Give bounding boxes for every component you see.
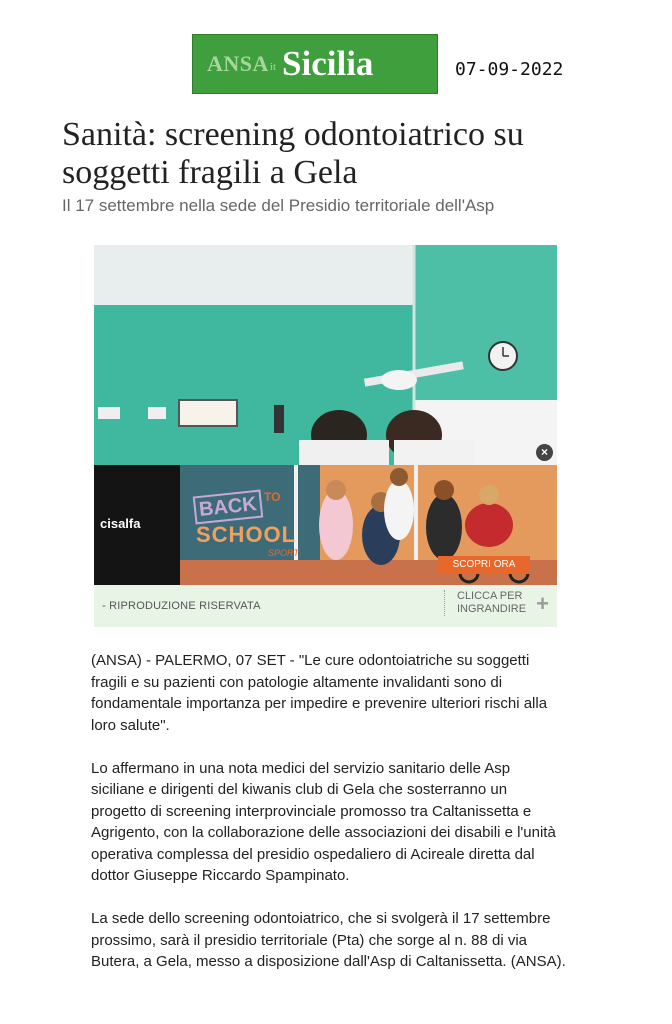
ad-headline-school: SCHOOL <box>196 522 297 547</box>
ad-brand-logo[interactable]: cisalfa <box>100 516 141 531</box>
paragraph: La sede dello screening odontoiatrico, che si svolgerà il 17 settembre prossimo, sarà il presidio territoriale (Pta) che sorge al n. 88 di via Butera, a Gela, messo a disposizione dall'Asp di Caltanissetta. (ANSA). <box>91 910 566 970</box>
close-icon[interactable]: × <box>536 444 553 461</box>
plus-icon[interactable]: + <box>536 591 549 616</box>
photo-caption: - RIPRODUZIONE RISERVATA <box>102 600 261 612</box>
ad-headline-back: BACK <box>193 490 263 525</box>
article-title: Sanità: screening odontoiatrico su soggetti fragili a Gela <box>62 116 524 191</box>
ansa-sicilia-logo[interactable] <box>192 34 438 94</box>
article-body <box>91 650 566 994</box>
logo-region: Sicilia <box>282 44 374 83</box>
paragraph: (ANSA) - PALERMO, 07 SET - "Le cure odontoiatriche su soggetti fragili e su pazienti con patologie altamente invalidanti sono di fondamentale importanza per impedire e prevenire ulteriori rischi alla loro salute". <box>91 652 548 734</box>
dateline: (ANSA) - PALERMO, 07 SET - <box>91 652 299 669</box>
publish-date: 07-09-2022 <box>455 59 564 80</box>
logo-ansa: ANSA <box>207 51 269 76</box>
ad-headline-to: TO <box>264 490 281 504</box>
photo-caption-bar <box>94 585 557 627</box>
article-subtitle: Il 17 settembre nella sede del Presidio territoriale dell'Asp <box>62 196 495 215</box>
ad-tag: SPORT <box>268 548 299 558</box>
paragraph: Lo affermano in una nota medici del servizio sanitario delle Asp siciliane e dirigenti del kiwanis club di Gela che sosterranno un progetto di screening interprovinciale promosso tra Caltanissetta e Agrigento, con la collaborazione delle associazioni dei disabili e l'unità operativa complessa del presidio ospedaliero di Acireale diretta dal dottor Giuseppe Riccardo Spampinato. <box>91 759 556 884</box>
ad-cta-button[interactable]: SCOPRI ORA <box>438 556 530 574</box>
article-photo[interactable] <box>94 245 557 585</box>
enlarge-link[interactable]: CLICCA PER INGRANDIRE <box>444 590 537 616</box>
logo-suffix: it <box>269 61 277 73</box>
